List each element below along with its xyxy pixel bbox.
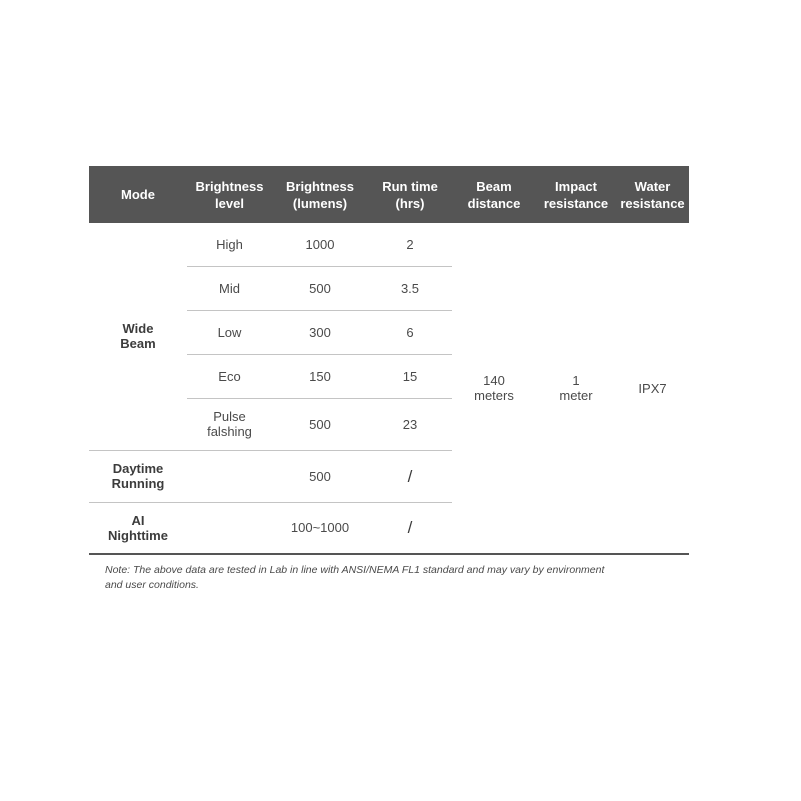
- header-brightness-level: Brightness level: [187, 166, 272, 223]
- lumens-cell: 500: [272, 398, 368, 450]
- footnote-line: and user conditions.: [105, 579, 199, 591]
- lumens-cell: 100~1000: [272, 502, 368, 554]
- lumens-cell: 500: [272, 266, 368, 310]
- table-row: [89, 223, 689, 266]
- run-time-cell: 15: [368, 354, 452, 398]
- run-time-cell: 3.5: [368, 266, 452, 310]
- brightness-level-cell: Eco: [187, 354, 272, 398]
- brightness-level-cell: [187, 502, 272, 554]
- run-time-cell: 2: [368, 223, 452, 266]
- brightness-level-cell: [187, 450, 272, 502]
- brightness-level-cell: Low: [187, 310, 272, 354]
- run-time-cell: /: [368, 450, 452, 502]
- footnote-line: Note: The above data are tested in Lab in line with ANSI/NEMA FL1 standard and may vary by environment: [105, 564, 605, 576]
- header-row: [89, 166, 689, 223]
- brightness-level-cell: Mid: [187, 266, 272, 310]
- lumens-cell: 150: [272, 354, 368, 398]
- run-time-cell: /: [368, 502, 452, 554]
- run-time-cell: 23: [368, 398, 452, 450]
- impact-resistance-cell: 1 meter: [536, 223, 616, 554]
- mode-cell-wide-beam: Wide Beam: [89, 223, 187, 450]
- mode-cell-ai-nighttime: AI Nighttime: [89, 502, 187, 554]
- brightness-level-cell: Pulse falshing: [187, 398, 272, 450]
- water-resistance-cell: IPX7: [616, 223, 689, 554]
- lumens-cell: 1000: [272, 223, 368, 266]
- header-impact-resistance: Impact resistance: [536, 166, 616, 223]
- beam-distance-cell: 140 meters: [452, 223, 536, 554]
- lumens-cell: 500: [272, 450, 368, 502]
- header-brightness-lumens: Brightness (lumens): [272, 166, 368, 223]
- footnote: [105, 563, 695, 593]
- brightness-level-cell: High: [187, 223, 272, 266]
- run-time-cell: 6: [368, 310, 452, 354]
- header-mode: Mode: [89, 166, 187, 223]
- lumens-cell: 300: [272, 310, 368, 354]
- header-run-time: Run time (hrs): [368, 166, 452, 223]
- spec-table: [89, 166, 689, 555]
- header-beam-distance: Beam distance: [452, 166, 536, 223]
- mode-cell-daytime-running: Daytime Running: [89, 450, 187, 502]
- header-water-resistance: Water resistance: [616, 166, 689, 223]
